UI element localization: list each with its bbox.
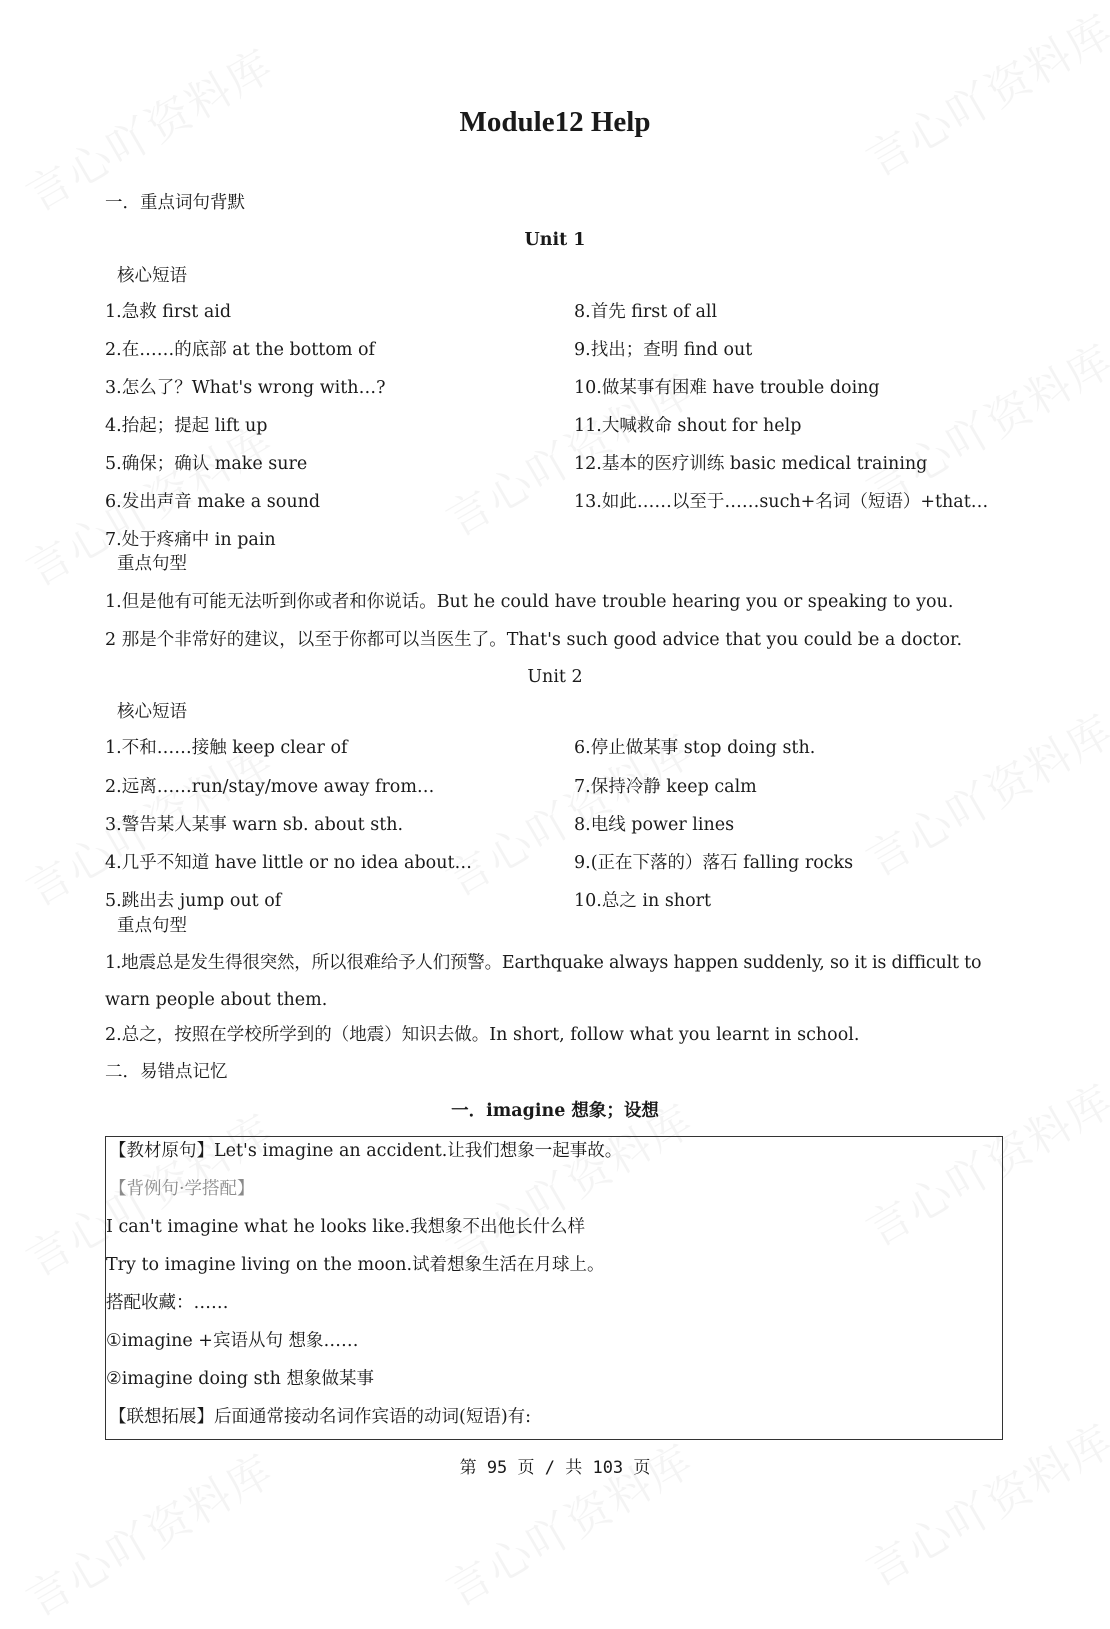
list-item: 1.急救 first aid (105, 302, 232, 322)
point-heading: 一．imagine 想象；设想 (451, 1101, 659, 1121)
watermark (852, 325, 1110, 518)
list-item: 9.找出；查明 find out (574, 340, 753, 360)
list-item: 8.首先 first of all (574, 302, 718, 322)
list-item: 4.抬起；提起 lift up (105, 416, 268, 436)
list-item: 12.基本的医疗训练 basic medical training (574, 454, 928, 474)
list-item: 2.在……的底部 at the bottom of (105, 340, 376, 360)
section-heading: 二．易错点记忆 (105, 1062, 228, 1082)
list-item: 9.(正在下落的）落石 falling rocks (574, 853, 854, 873)
page-footer: 第 95 页 / 共 103 页 (459, 1458, 651, 1478)
list-item: 7.保持冷静 keep calm (574, 777, 757, 797)
list-item: 3.怎么了？What's wrong with…? (105, 378, 386, 398)
list-item: 2.远离……run/stay/move away from… (105, 777, 435, 797)
phrases-label: 核心短语 (117, 702, 187, 722)
list-item: 10.总之 in short (574, 891, 712, 911)
box-line: ①imagine +宾语从句 想象…… (106, 1331, 359, 1351)
list-item: 1.不和……接触 keep clear of (105, 738, 348, 758)
box-line: I can't imagine what he looks like.我想象不出他长什么样 (106, 1217, 586, 1237)
page-title: Module12 Help (459, 106, 651, 138)
watermark (852, 695, 1110, 888)
box-line-heading: 【背例句·学搭配】 (109, 1179, 255, 1199)
sentence-item: 2 那是个非常好的建议，以至于你都可以当医生了。That's such good advice that you could be a doctor. (105, 630, 963, 650)
section-heading: 一．重点词句背默 (105, 193, 245, 213)
list-item: 5.确保；确认 make sure (105, 454, 308, 474)
unit-heading: Unit 2 (527, 667, 583, 687)
list-item: 13.如此……以至于……such+名词（短语）+that… (574, 492, 989, 512)
box-line: ②imagine doing sth 想象做某事 (106, 1369, 375, 1389)
box-line: 搭配收藏：…… (106, 1293, 229, 1313)
sentences-label: 重点句型 (117, 554, 187, 574)
list-item: 11.大喊救命 shout for help (574, 416, 802, 436)
box-line: 【联想拓展】后面通常接动名词作宾语的动词(短语)有: (109, 1407, 532, 1427)
sentence-item: 2.总之，按照在学校所学到的（地震）知识去做。In short, follow what you learnt in school. (105, 1025, 860, 1045)
watermark (852, 0, 1110, 189)
list-item: 4.几乎不知道 have little or no idea about… (105, 853, 473, 873)
list-item: 8.电线 power lines (574, 815, 735, 835)
list-item: 6.发出声音 make a sound (105, 492, 321, 512)
list-item: 6.停止做某事 stop doing sth. (574, 738, 816, 758)
sentences-label: 重点句型 (117, 916, 187, 936)
sentence-item: 1.地震总是发生得很突然，所以很难给予人们预警。Earthquake always happen suddenly, so it is difficult to (105, 953, 982, 973)
example-box (105, 1136, 1003, 1440)
sentence-item-continued: warn people about them. (105, 990, 328, 1010)
box-line-textbook: 【教材原句】Let's imagine an accident.让我们想象一起事故。 (109, 1141, 623, 1161)
list-item: 7.处于疼痛中 in pain (105, 530, 276, 550)
box-line: Try to imagine living on the moon.试着想象生活在月球上。 (106, 1255, 605, 1275)
list-item: 5.跳出去 jump out of (105, 891, 282, 911)
sentence-item: 1.但是他有可能无法听到你或者和你说话。But he could have trouble hearing you or speaking to you. (105, 592, 954, 612)
list-item: 10.做某事有困难 have trouble doing (574, 378, 880, 398)
phrases-label: 核心短语 (117, 266, 187, 286)
list-item: 3.警告某人某事 warn sb. about sth. (105, 815, 404, 835)
unit-heading: Unit 1 (524, 230, 586, 250)
